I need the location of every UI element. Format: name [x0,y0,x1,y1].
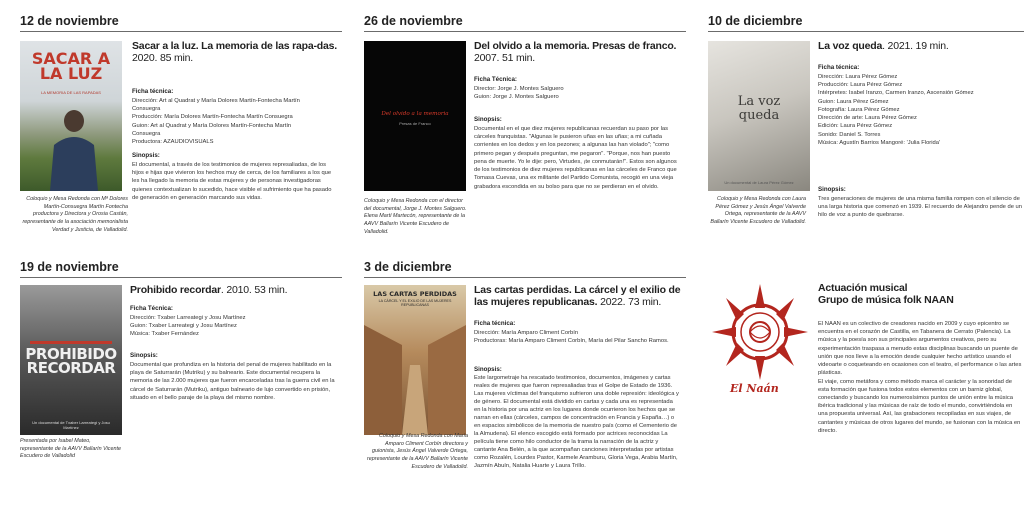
film-meta: . 2021. 19 min. [882,40,949,52]
sinopsis-label: Sinopsis: [130,352,158,359]
event-date: 3 de diciembre [364,260,452,274]
film-title-text: La voz queda [818,40,883,52]
music-description [818,320,1023,435]
music-title [818,282,1024,307]
event-section-1 [20,12,342,252]
ficha-line: Edición: Laura Pérez Gómez [818,123,893,130]
poster-caption: Coloquio y Mesa Redonda con Mª Dolores Martín-Consuegra Martín Fontecha productora y Directora y Orosia Castán, representante de la asociación memorialista Verdad y Justicia, de Valladolid. [22,196,128,233]
ficha-line: Consuegra [132,130,161,137]
poster-caption: Presentada por Isabel Mateo, representante de la AAVV Ballarín Vicente Escudero de Valladolid [20,438,121,460]
film-meta: 2020. 85 min. [132,52,194,65]
film-title [818,40,1024,52]
poster-caption: Coloquio y Mesa Redonda con Laura Pérez Gómez y Jesús Ángel Valverde Ortega, representante de la AAVV Ballarín Vicente Escudero de Valladolid. [710,196,806,226]
ficha-line: Fotografía: Laura Pérez Gómez [818,106,900,113]
ficha-line: Guion: Laura Pérez Gómez [818,98,889,105]
poster-subtitle: Un documental de Laura Pérez Gómez [724,180,794,185]
sinopsis-text: Tres generaciones de mujeres de una misma familia rompen con el silencio de una larga historia que comenzó en 1939. El recuerdo de Alejandro pende de un hilo de voz a punto de quebrarse. [818,196,1023,219]
ficha-line: Director: Jorge J. Montes Salguero [474,86,564,92]
poster-subtitle: LA MEMORIA DE LAS RAPADAS [41,90,101,95]
ficha-line: Dirección: Txaber Larreategi y Josu Martínez [130,315,246,321]
film-poster-prohibido-recordar [20,285,122,435]
film-title [132,40,340,65]
film-title [474,284,686,309]
ficha-list [474,329,674,345]
ficha-line: Producción: María Dolores Martín-Fontecha Martín Consuegra [132,114,293,121]
ficha-label: Ficha Técnica: [130,305,173,312]
ficha-line: Dirección: Laura Pérez Gómez [818,74,898,80]
ficha-label: Ficha Técnica: [474,76,517,83]
ficha-line: Guion: Txaber Larreategi y Josu Martínez [130,323,237,330]
poster-title: La voz queda [737,94,781,123]
music-title-line1: Actuación musical [818,282,908,294]
ficha-line: Productoras: María Amparo Climent Corbín, María del Pilar Sancho Ramos. [474,338,669,345]
film-title-text: Las cartas perdidas. La cárcel y el exilio de las mujeres republicanas. [474,284,681,309]
music-title-line2: Grupo de música folk NAAN [818,294,954,307]
sinopsis-text: Documental en el que diez mujeres republicanas recuerdan su paso por las cárceles franquistas. "Algunas le pusieron uñas en las uñas; a mi cuñada corrientes en los dedos y en los pezones; a algunas las han violado"; "como primero pegan y después preguntan, me pegaron". "Porque, nos han puesto pena de muerte. Yo le dije: pero, Virtudes, ¡te conmutarán!". Estos son algunos de los testimonios de diez mujeres republicanas en las cárceles de Franco que Tomasa Cuevas, una ex militante del Partido Comunista, recogió en una vieja grabadora escondida en su bolso para que no se perdieran en el olvido. [474,126,677,190]
film-title-text: Prohibido recordar [130,284,221,296]
ficha-list [132,97,340,146]
event-date: 26 de noviembre [364,14,463,28]
poster-caption: Coloquio y Mesa Redonda con María Amparo Climent Corbín directora y guionista, Jesús Ángel Valverde Ortega, representante de la AAVV Ballarín Vicente Escudero de Valladolid. [367,433,468,470]
sinopsis-label: Sinopsis: [474,366,502,373]
film-title-text: Sacar a la luz. La memoria de las rapa-das. [132,40,337,52]
sinopsis-text: Este largometraje ha rescatado testimonios, documentos, imágenes y cartas reales de mujeres que fueron represaliadas tras el Golpe de Estado de 1936. Las mujeres víctimas del franquismo sufrieron una doble represión: ideológica y de género. El documental está dividido en cartas y cada una es representada en la historia por una actriz en los lugares donde ocurrieron los hechos que se narran en ellas (cárceles, campos de concentración en Francia y España…) o en espacios simbólicos de la memoria de nuestro país (como el Cementerio de la Almudena). El elenco escogido está formado por actrices reconocidas La película tiene como hilo conductor de la trama la narración de la actriz y cantante Ana Belén, a la que acompañan canciones interpretadas por artistas como Rozalén, Lourdes Pastor, Karmele Aramburu, Gloria Vega, Arabia Martín, Jazmín Abuín, Natalia Huarte y Laura Trillo. [474,375,679,469]
section-header [364,258,686,278]
poster-title: LAS CARTAS PERDIDAS [373,290,457,298]
event-date: 10 de diciembre [708,14,803,28]
ficha-line: Guion: Jorge J. Montes Salguero [474,94,559,101]
ficha-line: Música: Txaber Fernández [130,331,199,338]
ficha-list [474,85,684,101]
event-date: 19 de noviembre [20,260,119,274]
music-section [708,258,1024,498]
sinopsis-label: Sinopsis: [474,116,502,123]
sinopsis-text: Documental que profundiza en la historia del penal de mujeres habilitado en la playa de Saturrarán (Mutriku) y su balneario. Este documental recupera la memoria de las 2.000 mujeres que fueron encarceladas tras la guerra civil en la cárcel de Saturrarán (Mutriku), antiguo balneario de lujo convertido en prisión, situado en el bello paraje de la playa del mismo nombre. [130,362,335,401]
film-poster-sacar-a-la-luz [20,41,122,191]
poster-subtitle: LA CÁRCEL Y EL EXILIO DE LAS MUJERES REPUBLICANAS [378,299,452,308]
ficha-line: Intérpretes: Isabel Iranzo, Carmen Iranzo, Ascensión Gómez [818,90,974,97]
sinopsis-text: El documental, a través de los testimonios de mujeres represaliadas, de los hijos e hijas que vivieron los hechos muy de cerca, de los familiares a los que les ha llegado la memoria de estas mujeres y de personas investigadoras quienes contextualizan lo sucedido, hace visible el sufrimiento que ha pasado de generación en generación marcando sus vidas. [132,162,332,201]
ficha-line: Consuegra [132,106,161,113]
poster-subtitle: Presas de Franco [399,121,431,126]
section-header [708,12,1024,32]
film-meta: 2022. 73 min. [597,296,662,309]
naan-logo-text: El Naán [730,382,779,395]
ficha-label: Ficha técnica: [474,320,516,327]
sinopsis-label: Sinopsis: [818,186,846,193]
ficha-label: Ficha técnica: [132,88,174,95]
poster-title: PROHIBIDO RECORDAR [25,345,117,378]
music-paragraph: El NAAN es un colectivo de creadores nacido en 2009 y cuyo epicentro se encuentra en el corazón de Castilla, en Tabanera de Cerrato (Palencia). La música y la poesía son sus principales argumentos creativos, pero su experimentación traspasa a menudo estas disciplinas buscando un puente de unión que nos lleve a la emoción desde cualquier hecho artístico usando el videoarte o coqueteando en ocasiones con el teatro, el performance o las artes plásticas. [818,321,1022,377]
ficha-list [818,73,1024,147]
film-meta: . 2010. 53 min. [220,284,288,296]
event-section-2 [364,12,686,252]
ficha-line: Sonido: Daniel S. Torres [818,131,881,138]
film-poster-la-voz-queda [708,41,810,191]
ficha-line: Productora: AZAUDIOVISUALS [132,139,214,146]
ficha-line: Dirección: Art al Quadrat y María Dolores Martín-Fontecha Martín [132,98,300,104]
film-title [130,284,340,296]
film-title-text: Del olvido a la memoria. Presas de franco. [474,40,677,52]
poster-subtitle: Un documental de Txaber Larreategi y Josu Martínez [32,420,110,430]
music-paragraph: El viaje, como metáfora y como método marca el carácter y la sonoridad de esta formación que fusiona todos estos elementos con un barniz global, conectando y buscando los numerosísimos puntos de unión entre la música ibérica tradicional y las músicas de raíz de todo el mundo, convirtiéndola en una propuesta universal. Así, las grabaciones recopiladas en sus viajes, de cantantes y músicas de otros lugares del mundo, se fusionan con la música en directo. [818,378,1021,434]
film-poster-las-cartas-perdidas [364,285,466,435]
section-header [20,12,342,32]
street-illustration-icon [364,285,466,435]
ficha-line: Música: Agustín Barrios Mangoré: 'Julia Florida' [818,139,941,146]
ficha-line: Dirección: María Amparo Climent Corbín [474,330,579,336]
poster-title: Del olvido a la memoria [381,111,449,117]
film-meta: 2007. 51 min. [474,52,536,65]
section-header [364,12,686,32]
sinopsis-label: Sinopsis: [132,152,160,159]
red-stripe-decoration [30,341,112,344]
event-section-3 [708,12,1024,252]
event-section-4 [20,258,342,498]
event-section-5 [364,258,686,498]
section-header [20,258,342,278]
ficha-line: Producción: Laura Pérez Gómez [818,82,903,89]
ficha-list [130,314,340,339]
film-poster-del-olvido [364,41,466,191]
person-silhouette-icon [20,41,122,191]
ficha-line: Guion: Art al Quadrat y María Dolores Martín-Fontecha Martín [132,122,292,129]
ficha-label: Ficha técnica: [818,64,860,71]
poster-caption: Coloquio y Mesa Redonda con el director del documental, Jorge J. Montes Salguero. Elena Martí Martecón, representante de la AAVV Ballarín Vicente Escudero de Valladolid. [364,198,467,235]
event-date: 12 de noviembre [20,14,119,28]
film-title [474,40,684,65]
ficha-line: Dirección de arte: Laura Pérez Gómez [818,115,917,122]
poster-title: SACAR A LA LUZ [31,49,111,84]
